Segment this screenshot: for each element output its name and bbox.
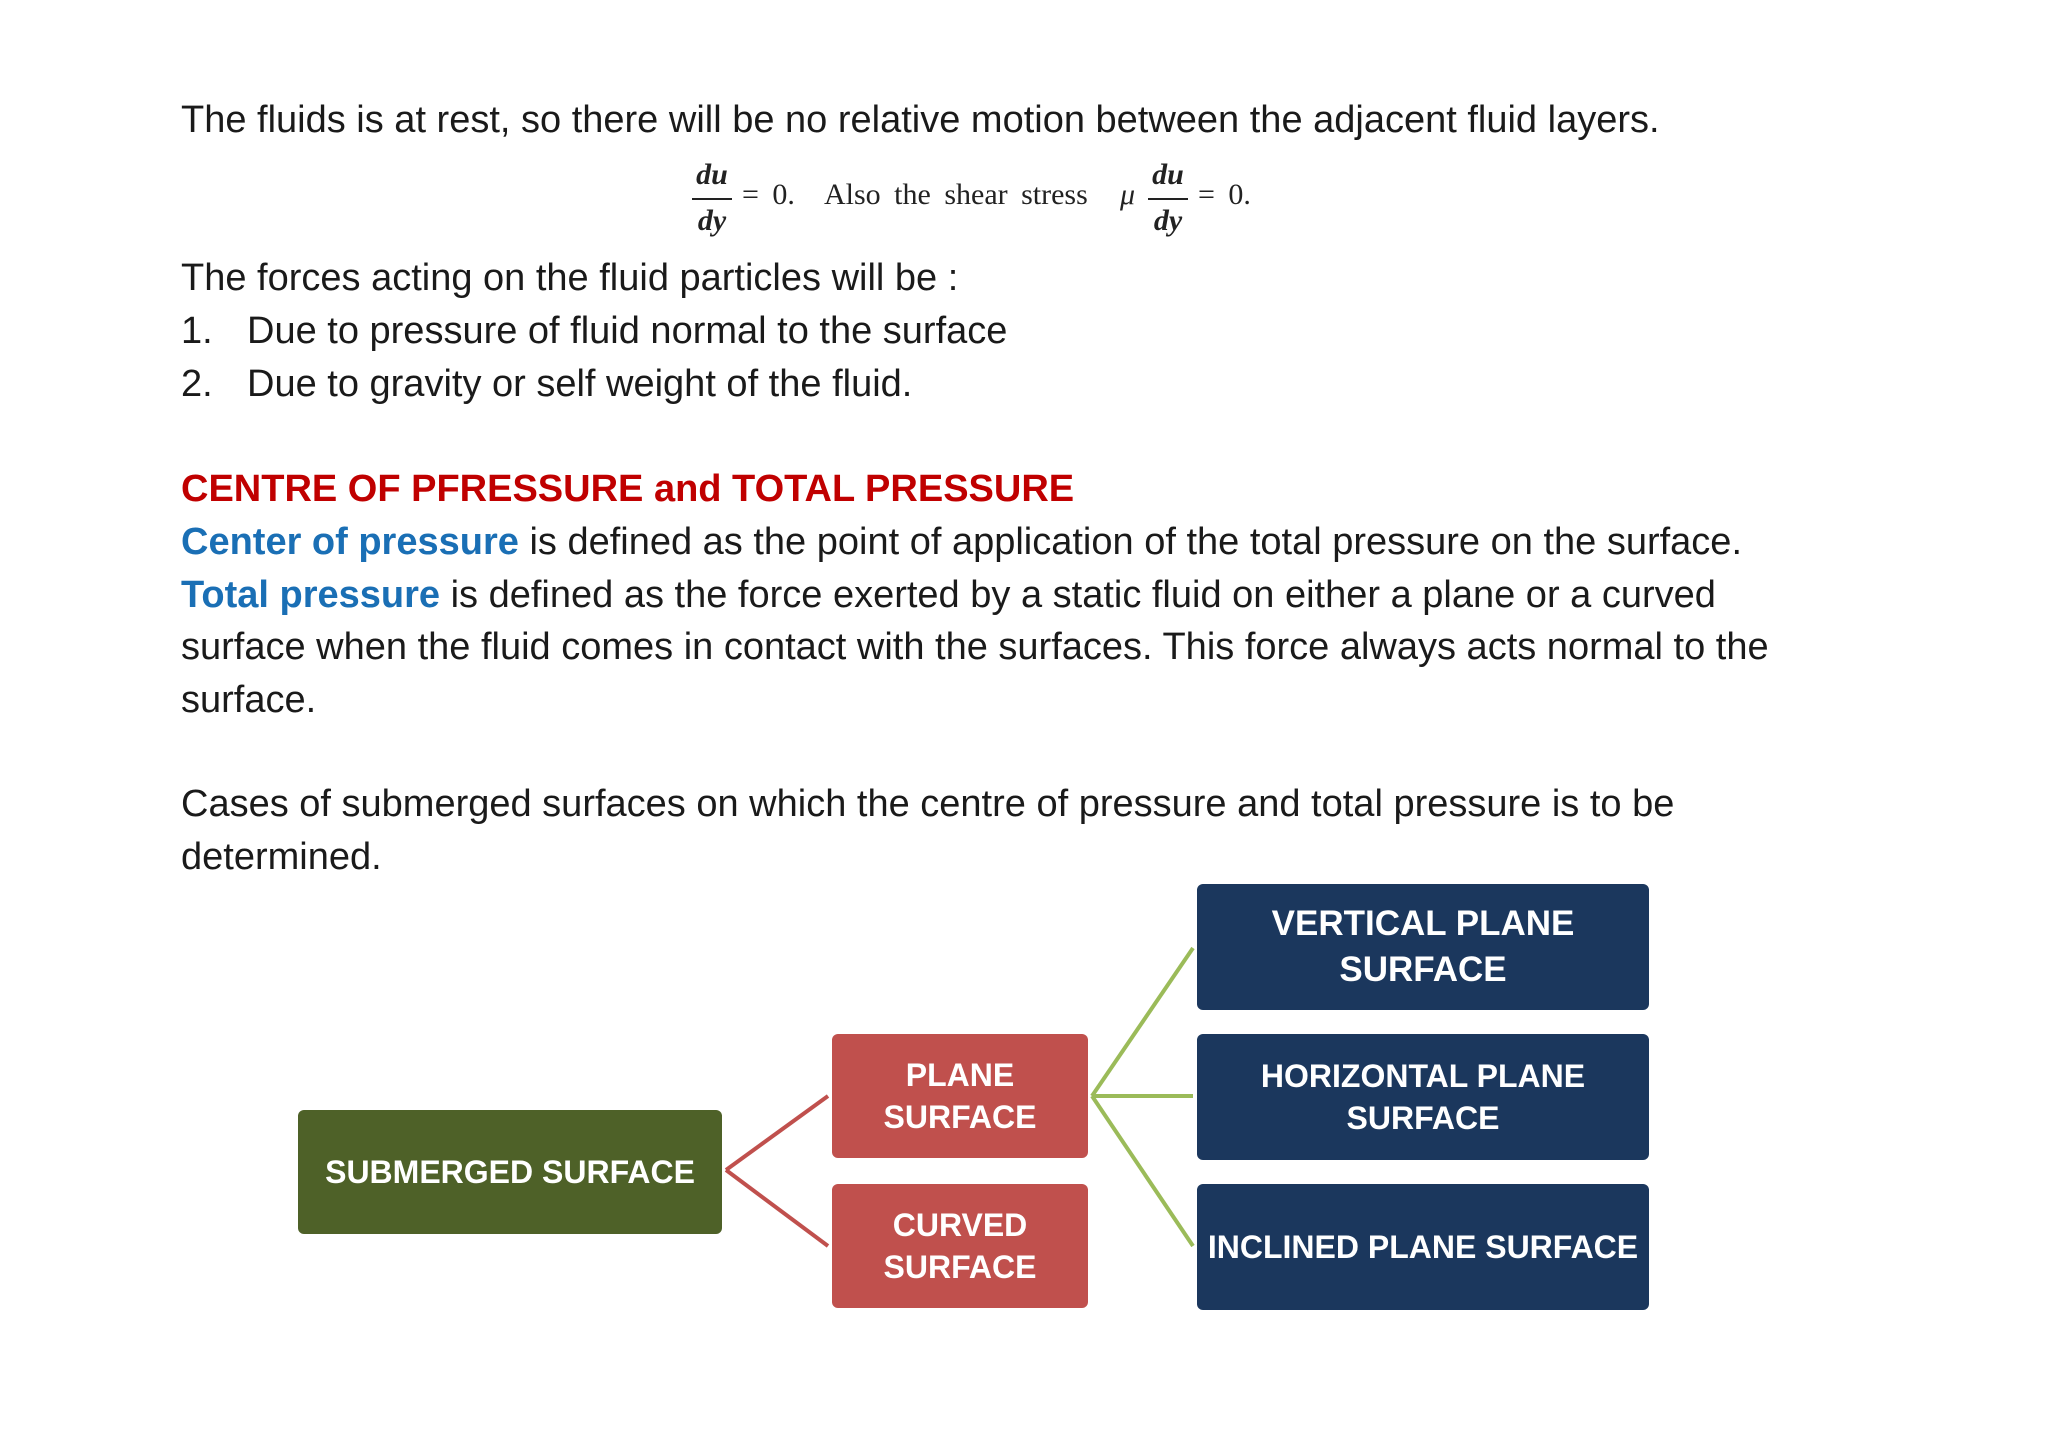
forces-title: The forces acting on the fluid particles will be :: [181, 257, 959, 299]
list-text: Due to pressure of fluid normal to the surface: [247, 310, 1008, 352]
vertical-plane-surface-node: [1197, 884, 1649, 1010]
fraction-denominator: dy: [697, 204, 727, 237]
submerged-surface-node: [298, 1110, 722, 1234]
center-of-pressure-term: Center of pressure: [181, 521, 519, 563]
node-label: VERTICAL PLANE: [1271, 904, 1575, 943]
node-label: SURFACE: [883, 1249, 1037, 1285]
total-pressure-definition-end: surface.: [181, 679, 317, 721]
also-shear-stress-text: Also the shear stress: [824, 178, 1088, 211]
cases-text: Cases of submerged surfaces on which the centre of pressure and total pressure is to be: [181, 783, 1675, 825]
node-label: INCLINED PLANE SURFACE: [1207, 1229, 1639, 1265]
total-pressure-term: Total pressure: [181, 574, 441, 616]
connector-root-to-curved: [726, 1170, 828, 1246]
node-label: SURFACE: [1346, 1100, 1500, 1136]
definition-text: is defined as the point of application of the total pressure on the surface.: [518, 521, 1742, 563]
horizontal-plane-surface-node: [1197, 1034, 1649, 1160]
plane-surface-node: [832, 1034, 1088, 1158]
node-label: HORIZONTAL PLANE: [1260, 1058, 1586, 1094]
inclined-plane-surface-node: [1197, 1184, 1649, 1310]
fraction-denominator: dy: [1153, 204, 1183, 237]
fraction-numerator: du: [696, 158, 728, 191]
cases-text-cont: determined.: [181, 836, 382, 878]
list-text: Due to gravity or self weight of the fluid.: [247, 363, 913, 405]
list-number: 1.: [181, 310, 213, 352]
equals-zero-2: = 0.: [1198, 178, 1251, 211]
connector-root-to-plane: [726, 1096, 828, 1170]
node-label: CURVED: [892, 1207, 1028, 1243]
intro-line: The fluids is at rest, so there will be no relative motion between the adjacent fluid layers.: [181, 99, 1660, 141]
connector-plane-to-vertical: [1092, 948, 1193, 1096]
node-label: SURFACE: [1339, 950, 1507, 989]
definition-text: is defined as the force exerted by a static fluid on either a plane or a curved: [440, 574, 1716, 616]
mu-symbol: μ: [1120, 178, 1136, 211]
equals-zero: = 0.: [742, 178, 795, 211]
curved-surface-node: [832, 1184, 1088, 1308]
total-pressure-definition-cont: surface when the fluid comes in contact with the surfaces. This force always acts normal to the: [181, 626, 1769, 668]
section-heading: CENTRE OF PFRESSURE and TOTAL PRESSURE: [181, 468, 1075, 510]
connector-plane-to-inclined: [1092, 1096, 1193, 1246]
node-label: PLANE SURFACE: [883, 1057, 1037, 1135]
list-number: 2.: [181, 363, 213, 405]
fraction-numerator: du: [1152, 158, 1184, 191]
node-label: SUBMERGED SURFACE: [325, 1154, 695, 1190]
